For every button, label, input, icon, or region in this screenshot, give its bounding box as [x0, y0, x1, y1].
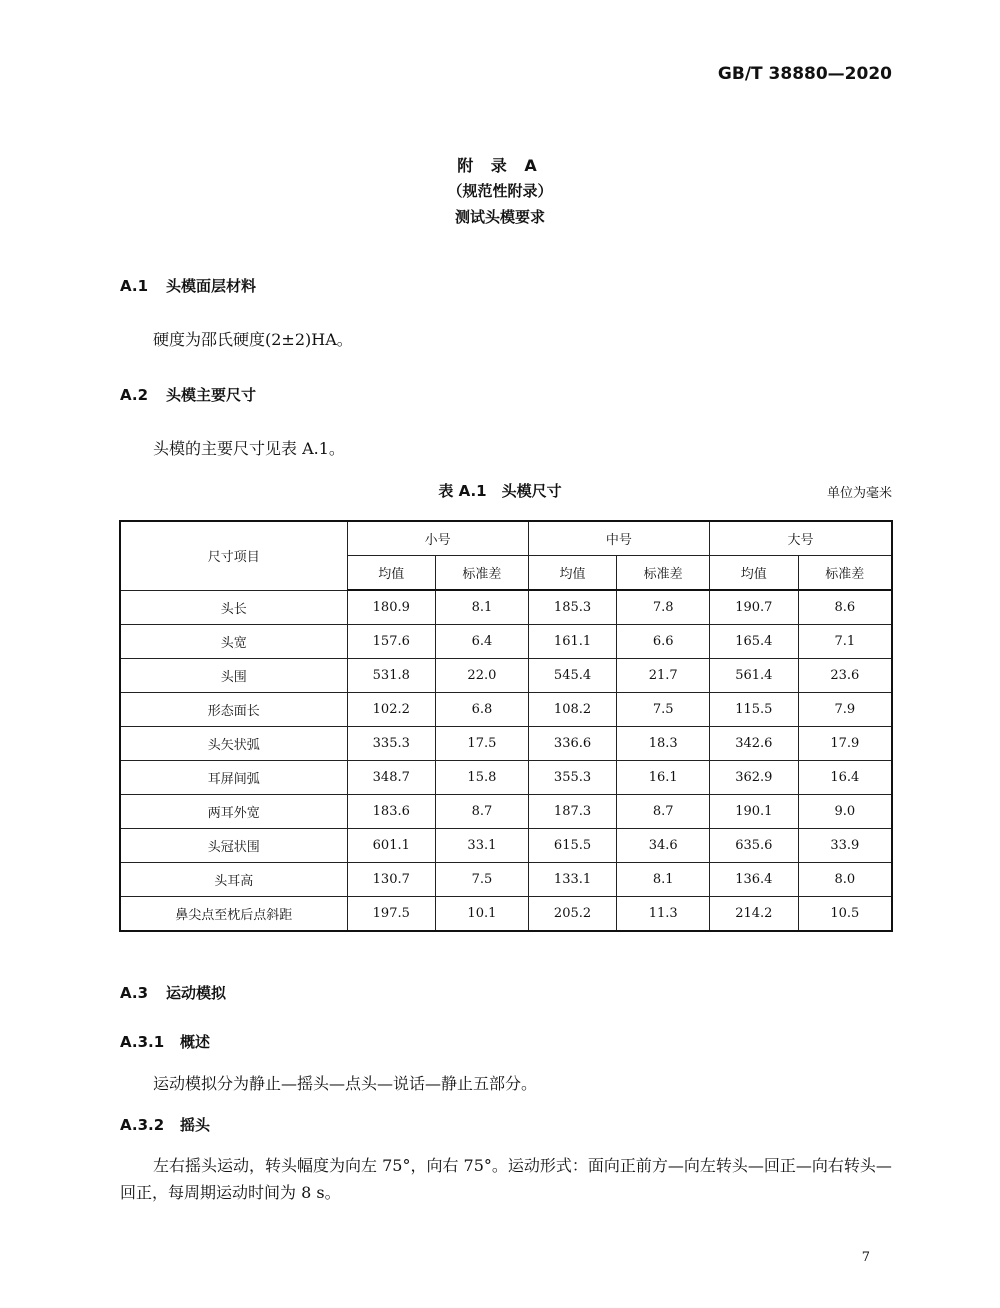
table-body [120, 590, 892, 931]
section-heading-a31 [120, 1031, 210, 1052]
table-cell: 185.3 [528, 590, 617, 625]
table-cell: 355.3 [528, 761, 617, 795]
section-title: 运动模拟 [166, 984, 227, 1002]
table-row [120, 761, 892, 795]
table-cell: 342.6 [710, 727, 799, 761]
table-cell: 214.2 [710, 897, 799, 932]
table-cell: 7.8 [617, 590, 710, 625]
table-cell: 17.9 [798, 727, 892, 761]
standard-code: GB/T 38880—2020 [717, 64, 892, 84]
table-corner-header: 尺寸项目 [120, 521, 347, 590]
table-subheader: 标准差 [798, 556, 892, 591]
table-row [120, 590, 892, 625]
table-row-label: 头宽 [120, 625, 347, 659]
table-cell: 16.4 [798, 761, 892, 795]
table-cell: 136.4 [710, 863, 799, 897]
table-cell: 34.6 [617, 829, 710, 863]
section-title: 头模面层材料 [166, 277, 257, 295]
table-unit-note: 单位为毫米 [826, 486, 892, 501]
section-number: A.2 [120, 386, 149, 404]
table-cell: 190.1 [710, 795, 799, 829]
table-cell: 183.6 [347, 795, 436, 829]
table-cell: 6.8 [436, 693, 529, 727]
table-cell: 16.1 [617, 761, 710, 795]
table-row [120, 727, 892, 761]
table-cell: 531.8 [347, 659, 436, 693]
section-title: 概述 [180, 1033, 211, 1051]
section-title: 头模主要尺寸 [166, 386, 257, 404]
table-cell: 108.2 [528, 693, 617, 727]
table-row [120, 693, 892, 727]
table-row-label: 头长 [120, 590, 347, 625]
table-cell: 102.2 [347, 693, 436, 727]
section-number: A.3.1 [120, 1033, 165, 1051]
table-cell: 348.7 [347, 761, 436, 795]
table-cell: 9.0 [798, 795, 892, 829]
table-subheader: 均值 [528, 556, 617, 591]
section-text-a31: 运动模拟分为静止—摇头—点头—说话—静止五部分。 [153, 1074, 538, 1093]
table-cell: 21.7 [617, 659, 710, 693]
table-cell: 8.7 [617, 795, 710, 829]
table-cell: 6.6 [617, 625, 710, 659]
table-cell: 22.0 [436, 659, 529, 693]
dimension-table [119, 520, 893, 932]
appendix-type: （规范性附录） [447, 182, 553, 200]
table-row-label: 两耳外宽 [120, 795, 347, 829]
table-cell: 33.1 [436, 829, 529, 863]
table-cell: 10.1 [436, 897, 529, 932]
table-cell: 33.9 [798, 829, 892, 863]
table-cell: 8.1 [617, 863, 710, 897]
table-cell: 161.1 [528, 625, 617, 659]
table-cell: 17.5 [436, 727, 529, 761]
table-cell: 115.5 [710, 693, 799, 727]
table-cell: 190.7 [710, 590, 799, 625]
table-cell: 561.4 [710, 659, 799, 693]
section-text-a2: 头模的主要尺寸见表 A.1。 [153, 439, 345, 458]
table-row-label: 耳屏间弧 [120, 761, 347, 795]
table-row-label: 形态面长 [120, 693, 347, 727]
table-row [120, 659, 892, 693]
table-group-header: 中号 [528, 521, 709, 556]
table-cell: 10.5 [798, 897, 892, 932]
section-title: 摇头 [180, 1116, 211, 1134]
table-cell: 8.7 [436, 795, 529, 829]
table-cell: 11.3 [617, 897, 710, 932]
table-cell: 18.3 [617, 727, 710, 761]
table-cell: 7.1 [798, 625, 892, 659]
table-cell: 7.9 [798, 693, 892, 727]
table-cell: 180.9 [347, 590, 436, 625]
appendix-name: 测试头模要求 [454, 208, 545, 226]
table-cell: 15.8 [436, 761, 529, 795]
table-cell: 7.5 [617, 693, 710, 727]
section-heading-a32 [120, 1114, 210, 1135]
table-cell: 7.5 [436, 863, 529, 897]
table-cell: 335.3 [347, 727, 436, 761]
table-cell: 197.5 [347, 897, 436, 932]
section-heading-a2 [120, 384, 256, 405]
table-row [120, 863, 892, 897]
table-cell: 545.4 [528, 659, 617, 693]
table-subheader: 标准差 [436, 556, 529, 591]
table-row [120, 829, 892, 863]
page-number: 7 [861, 1250, 870, 1265]
table-row-label: 头矢状弧 [120, 727, 347, 761]
table-cell: 615.5 [528, 829, 617, 863]
section-text-a32: 左右摇头运动，转头幅度为向左 75°，向右 75°。运动形式：面向正前方—向左转头—回正—向右转头—回正，每周期运动时间为 8 s。 [120, 1156, 892, 1202]
appendix-title: 附 录 A [457, 156, 543, 175]
section-number: A.1 [120, 277, 149, 295]
table-row-label: 鼻尖点至枕后点斜距 [120, 897, 347, 932]
table-row [120, 625, 892, 659]
table-cell: 8.6 [798, 590, 892, 625]
table-cell: 8.1 [436, 590, 529, 625]
table-row-label: 头围 [120, 659, 347, 693]
table-subheader: 标准差 [617, 556, 710, 591]
table-cell: 157.6 [347, 625, 436, 659]
table-cell: 130.7 [347, 863, 436, 897]
table-row [120, 897, 892, 932]
section-text-a1: 硬度为邵氏硬度(2±2)HA。 [153, 330, 353, 349]
table-cell: 187.3 [528, 795, 617, 829]
table-cell: 8.0 [798, 863, 892, 897]
table-group-header: 大号 [710, 521, 892, 556]
section-number: A.3.2 [120, 1116, 165, 1134]
table-cell: 635.6 [710, 829, 799, 863]
table-cell: 336.6 [528, 727, 617, 761]
section-number: A.3 [120, 984, 149, 1002]
table-subheader: 均值 [347, 556, 436, 591]
table-cell: 165.4 [710, 625, 799, 659]
table-cell: 362.9 [710, 761, 799, 795]
table-row-label: 头耳高 [120, 863, 347, 897]
table-subheader: 均值 [710, 556, 799, 591]
section-heading-a3 [120, 982, 226, 1003]
table-cell: 205.2 [528, 897, 617, 932]
table-cell: 601.1 [347, 829, 436, 863]
table-cell: 133.1 [528, 863, 617, 897]
section-heading-a1 [120, 275, 256, 296]
table-row-label: 头冠状围 [120, 829, 347, 863]
table-row [120, 795, 892, 829]
table-cell: 23.6 [798, 659, 892, 693]
table-cell: 6.4 [436, 625, 529, 659]
table-group-header: 小号 [347, 521, 528, 556]
table-caption: 表 A.1 头模尺寸 [438, 482, 562, 500]
